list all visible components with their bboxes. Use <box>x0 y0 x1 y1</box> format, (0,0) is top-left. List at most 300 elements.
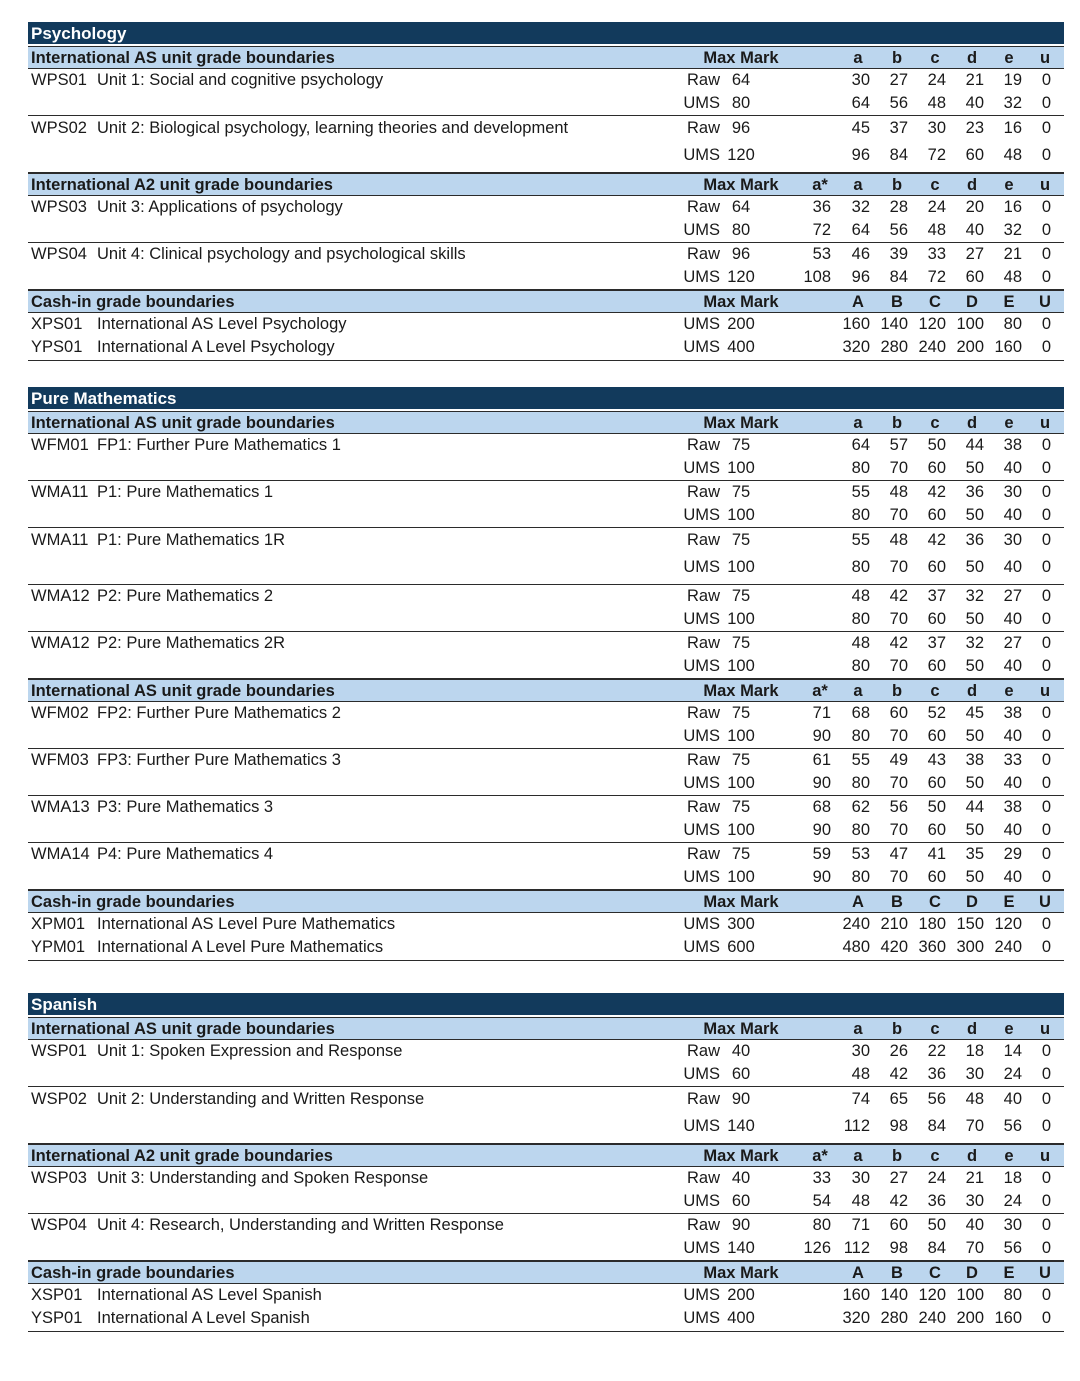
grade-boundary-value: 42 <box>927 483 946 501</box>
grade-boundary-value: 320 <box>842 338 870 356</box>
grade-boundary-value: 0 <box>1041 610 1051 628</box>
unit-code: WMA11 <box>31 483 89 501</box>
max-mark-value: 60 <box>731 1065 751 1083</box>
max-mark-value: 64 <box>731 71 751 89</box>
grade-column-header: D <box>966 293 978 311</box>
grade-boundary-value: 50 <box>965 657 984 675</box>
grade-boundary-value: 33 <box>812 1169 831 1187</box>
ums-row <box>28 556 1064 578</box>
grade-boundary-value: 70 <box>889 459 908 477</box>
grade-boundary-value: 98 <box>889 1239 908 1257</box>
grade-boundary-value: 90 <box>812 868 831 886</box>
grade-boundary-value: 0 <box>1041 798 1051 816</box>
grade-boundary-value: 70 <box>965 1117 984 1135</box>
grade-boundary-value: 56 <box>927 1090 946 1108</box>
grade-boundary-value: 80 <box>851 727 870 745</box>
unit-title: P2: Pure Mathematics 2 <box>97 587 274 605</box>
unit-title: Unit 3: Understanding and Spoken Response <box>97 1169 429 1187</box>
grade-boundary-value: 38 <box>1003 798 1022 816</box>
grade-column-header: B <box>891 293 903 311</box>
grade-boundary-value: 160 <box>994 338 1022 356</box>
grade-column-header: e <box>1004 682 1014 700</box>
grade-boundary-value: 80 <box>851 868 870 886</box>
grade-boundary-value: 37 <box>927 634 946 652</box>
cashin-row <box>28 913 1064 935</box>
grade-column-header: c <box>930 1147 940 1165</box>
grade-column-header: a <box>853 414 863 432</box>
grade-column-header: a <box>853 49 863 67</box>
grade-column-header: E <box>1003 293 1015 311</box>
cashin-row <box>28 313 1064 335</box>
grade-boundary-value: 44 <box>965 436 984 454</box>
grade-column-header: u <box>1039 682 1051 700</box>
grade-boundary-value: 16 <box>1003 119 1022 137</box>
unit-title: Unit 1: Spoken Expression and Response <box>97 1042 403 1060</box>
qualification-code: YPM01 <box>31 938 86 956</box>
grade-boundary-value: 120 <box>918 315 946 333</box>
max-mark-value: 200 <box>727 1286 755 1304</box>
grade-boundary-value: 30 <box>1003 531 1022 549</box>
group-header <box>28 890 1064 913</box>
grade-boundary-value: 0 <box>1041 94 1051 112</box>
raw-row <box>28 1214 1064 1236</box>
grade-boundary-value: 0 <box>1041 774 1051 792</box>
grade-column-header: b <box>891 49 903 67</box>
group-heading: International AS unit grade boundaries <box>31 682 335 700</box>
mark-type: UMS <box>683 915 720 933</box>
grade-boundary-value: 0 <box>1041 119 1051 137</box>
grade-boundary-value: 48 <box>1003 268 1022 286</box>
ums-row <box>28 819 1064 841</box>
grade-boundary-value: 40 <box>1003 459 1022 477</box>
grade-boundary-value: 80 <box>851 821 870 839</box>
ums-row <box>28 725 1064 747</box>
grade-boundary-value: 42 <box>889 587 908 605</box>
grade-boundary-value: 56 <box>1003 1117 1022 1135</box>
grade-boundary-value: 55 <box>851 483 870 501</box>
grade-boundary-value: 64 <box>851 221 870 239</box>
grade-boundary-value: 0 <box>1041 558 1051 576</box>
grade-boundary-value: 14 <box>1003 1042 1022 1060</box>
mark-type: UMS <box>683 1286 720 1304</box>
mark-type: Raw <box>686 483 720 501</box>
grade-boundary-value: 36 <box>965 483 984 501</box>
group-heading: International A2 unit grade boundaries <box>31 1147 333 1165</box>
grade-boundary-value: 150 <box>956 915 984 933</box>
qualification-title: International AS Level Psychology <box>97 315 347 333</box>
unit-block <box>28 1087 1064 1144</box>
unit-title: P1: Pure Mathematics 1 <box>97 483 274 501</box>
grade-boundary-value: 23 <box>965 119 984 137</box>
mark-type: Raw <box>686 704 720 722</box>
unit-code: WFM02 <box>31 704 89 722</box>
group-header <box>28 290 1064 313</box>
qualification-title: International A Level Pure Mathematics <box>97 938 384 956</box>
grade-column-header: C <box>929 293 941 311</box>
grade-column-header: b <box>891 1147 903 1165</box>
max-mark-value: 75 <box>731 634 751 652</box>
grade-boundary-value: 140 <box>880 1286 908 1304</box>
grade-boundary-value: 0 <box>1041 1065 1051 1083</box>
grade-boundary-value: 180 <box>918 915 946 933</box>
grade-column-header: A <box>852 1264 864 1282</box>
grade-boundary-value: 70 <box>889 774 908 792</box>
grade-column-header: e <box>1004 414 1014 432</box>
grade-column-header: e <box>1004 176 1014 194</box>
grade-column-header: c <box>930 414 940 432</box>
grade-boundary-value: 40 <box>1003 1090 1022 1108</box>
grade-boundary-value: 29 <box>1003 845 1022 863</box>
grade-boundary-value: 48 <box>851 1192 870 1210</box>
max-mark-value: 140 <box>727 1117 755 1135</box>
grade-column-header: a <box>853 682 863 700</box>
grade-boundary-value: 36 <box>965 531 984 549</box>
grade-boundary-value: 32 <box>1003 221 1022 239</box>
grade-boundary-value: 71 <box>851 1216 870 1234</box>
grade-column-header: A <box>852 293 864 311</box>
cashin-block <box>28 313 1064 361</box>
grade-boundary-value: 44 <box>965 798 984 816</box>
grade-boundary-value: 52 <box>927 704 946 722</box>
grade-boundary-value: 45 <box>851 119 870 137</box>
mark-type: Raw <box>686 634 720 652</box>
grade-boundary-value: 0 <box>1041 821 1051 839</box>
cashin-block <box>28 1284 1064 1332</box>
unit-code: WMA11 <box>31 531 89 549</box>
grade-boundary-value: 40 <box>965 221 984 239</box>
unit-title: Unit 2: Biological psychology, learning theories and development <box>97 119 569 137</box>
raw-row <box>28 632 1064 654</box>
grade-boundary-value: 40 <box>1003 868 1022 886</box>
grade-boundary-value: 80 <box>812 1216 831 1234</box>
mark-type: UMS <box>683 774 720 792</box>
group-header <box>28 173 1064 196</box>
grade-column-header: a <box>853 176 863 194</box>
unit-block <box>28 1214 1064 1261</box>
mark-type: UMS <box>683 315 720 333</box>
grade-boundary-value: 0 <box>1041 1192 1051 1210</box>
max-mark-value: 75 <box>731 483 751 501</box>
unit-title: Unit 4: Research, Understanding and Written Response <box>97 1216 504 1234</box>
mark-type: Raw <box>686 436 720 454</box>
grade-boundary-value: 55 <box>851 751 870 769</box>
grade-boundary-value: 54 <box>812 1192 831 1210</box>
grade-boundary-value: 50 <box>965 868 984 886</box>
subject-section <box>28 22 1064 361</box>
grade-boundary-value: 210 <box>880 915 908 933</box>
max-mark-value: 64 <box>731 198 751 216</box>
max-mark-value: 80 <box>731 221 751 239</box>
subject-section <box>28 387 1064 961</box>
max-mark-header: Max Mark <box>703 1147 779 1165</box>
grade-boundary-value: 0 <box>1041 1169 1051 1187</box>
grade-column-header: e <box>1004 1020 1014 1038</box>
grade-column-header: U <box>1039 893 1051 911</box>
grade-boundary-value: 27 <box>889 71 908 89</box>
grade-column-header: d <box>966 414 978 432</box>
grade-boundary-value: 240 <box>918 338 946 356</box>
grade-boundary-value: 0 <box>1041 198 1051 216</box>
unit-title: FP2: Further Pure Mathematics 2 <box>97 704 341 722</box>
grade-boundary-value: 84 <box>927 1239 946 1257</box>
grade-boundary-value: 48 <box>1003 146 1022 164</box>
group-heading: International AS unit grade boundaries <box>31 49 335 67</box>
grade-boundary-value: 30 <box>1003 483 1022 501</box>
grade-boundary-value: 40 <box>965 94 984 112</box>
max-mark-value: 96 <box>731 245 751 263</box>
grade-boundary-value: 42 <box>889 1065 908 1083</box>
grade-boundary-value: 59 <box>812 845 831 863</box>
grade-boundary-value: 160 <box>842 1286 870 1304</box>
group-heading: International A2 unit grade boundaries <box>31 176 333 194</box>
grade-boundary-value: 70 <box>965 1239 984 1257</box>
grade-boundary-value: 60 <box>927 558 946 576</box>
mark-type: UMS <box>683 1239 720 1257</box>
grade-boundary-value: 16 <box>1003 198 1022 216</box>
subject-title: Pure Mathematics <box>28 387 1064 411</box>
unit-code: WPS04 <box>31 245 87 263</box>
grade-boundary-value: 68 <box>812 798 831 816</box>
grade-column-header: c <box>930 1020 940 1038</box>
grade-boundary-value: 60 <box>927 774 946 792</box>
grade-boundary-value: 41 <box>927 845 946 863</box>
ums-row <box>28 1063 1064 1085</box>
max-mark-value: 100 <box>727 868 755 886</box>
grade-boundary-value: 60 <box>889 704 908 722</box>
raw-row <box>28 69 1064 91</box>
grade-boundary-value: 84 <box>889 146 908 164</box>
qualification-title: International A Level Psychology <box>97 338 335 356</box>
grade-boundary-value: 72 <box>927 146 946 164</box>
ums-row <box>28 772 1064 794</box>
grade-boundary-value: 38 <box>1003 704 1022 722</box>
grade-boundary-value: 90 <box>812 821 831 839</box>
max-mark-header: Max Mark <box>703 49 779 67</box>
grade-boundary-value: 0 <box>1041 634 1051 652</box>
grade-boundary-value: 36 <box>927 1192 946 1210</box>
grade-boundary-value: 39 <box>889 245 908 263</box>
mark-type: Raw <box>686 1169 720 1187</box>
grade-boundary-value: 0 <box>1041 338 1051 356</box>
grade-boundary-value: 280 <box>880 338 908 356</box>
grade-boundary-value: 0 <box>1041 1309 1051 1327</box>
max-mark-value: 400 <box>727 1309 755 1327</box>
grade-boundary-value: 32 <box>965 634 984 652</box>
mark-type: Raw <box>686 198 720 216</box>
unit-block <box>28 749 1064 796</box>
unit-code: WFM03 <box>31 751 89 769</box>
grade-boundary-value: 42 <box>889 634 908 652</box>
ums-row <box>28 866 1064 888</box>
raw-row <box>28 1040 1064 1062</box>
mark-type: UMS <box>683 146 720 164</box>
grade-column-header: d <box>966 682 978 700</box>
ums-row <box>28 608 1064 630</box>
grade-column-header: c <box>930 49 940 67</box>
unit-title: P2: Pure Mathematics 2R <box>97 634 285 652</box>
grade-boundary-value: 43 <box>927 751 946 769</box>
mark-type: Raw <box>686 245 720 263</box>
grade-boundary-value: 40 <box>1003 558 1022 576</box>
unit-title: Unit 1: Social and cognitive psychology <box>97 71 384 89</box>
unit-block <box>28 702 1064 749</box>
unit-block <box>28 196 1064 243</box>
grade-column-header: a <box>853 1147 863 1165</box>
grade-boundary-value: 32 <box>1003 94 1022 112</box>
grade-boundary-value: 96 <box>851 146 870 164</box>
grade-boundary-value: 120 <box>918 1286 946 1304</box>
grade-boundary-value: 84 <box>889 268 908 286</box>
grade-boundary-value: 48 <box>889 483 908 501</box>
grade-boundary-value: 50 <box>965 727 984 745</box>
ums-row <box>28 1237 1064 1259</box>
grade-boundary-value: 80 <box>851 506 870 524</box>
grade-boundary-value: 30 <box>965 1192 984 1210</box>
cashin-row <box>28 936 1064 958</box>
grade-boundary-value: 40 <box>1003 774 1022 792</box>
grade-boundary-value: 126 <box>803 1239 831 1257</box>
grade-boundary-value: 200 <box>956 338 984 356</box>
max-mark-header: Max Mark <box>703 1264 779 1282</box>
grade-boundary-value: 160 <box>994 1309 1022 1327</box>
ums-row <box>28 1115 1064 1137</box>
grade-boundary-value: 24 <box>1003 1065 1022 1083</box>
grade-boundary-value: 280 <box>880 1309 908 1327</box>
group-heading: Cash-in grade boundaries <box>31 893 235 911</box>
grade-column-header: u <box>1039 49 1051 67</box>
grade-boundary-value: 48 <box>851 634 870 652</box>
grade-column-header: U <box>1039 1264 1051 1282</box>
group-header <box>28 1261 1064 1284</box>
grade-boundary-value: 46 <box>851 245 870 263</box>
unit-block <box>28 481 1064 528</box>
max-mark-value: 120 <box>727 146 755 164</box>
max-mark-value: 300 <box>727 915 755 933</box>
unit-block <box>28 632 1064 679</box>
grade-boundary-value: 100 <box>956 1286 984 1304</box>
max-mark-value: 90 <box>731 1090 751 1108</box>
grade-boundary-value: 0 <box>1041 221 1051 239</box>
unit-block <box>28 69 1064 116</box>
grade-boundary-value: 18 <box>965 1042 984 1060</box>
grade-boundary-value: 0 <box>1041 146 1051 164</box>
grade-boundary-value: 53 <box>812 245 831 263</box>
grade-boundary-value: 0 <box>1041 506 1051 524</box>
grade-boundary-value: 0 <box>1041 1042 1051 1060</box>
grade-boundary-value: 40 <box>1003 610 1022 628</box>
grade-boundary-value: 48 <box>927 221 946 239</box>
grade-boundary-value: 0 <box>1041 1117 1051 1135</box>
grade-boundary-value: 0 <box>1041 587 1051 605</box>
qualification-title: International A Level Spanish <box>97 1309 310 1327</box>
group-header <box>28 1144 1064 1167</box>
mark-type: UMS <box>683 1117 720 1135</box>
grade-boundary-value: 300 <box>956 938 984 956</box>
grade-boundary-value: 24 <box>1003 1192 1022 1210</box>
grade-boundary-value: 60 <box>889 1216 908 1234</box>
grade-boundary-value: 57 <box>889 436 908 454</box>
mark-type: UMS <box>683 727 720 745</box>
max-mark-value: 100 <box>727 610 755 628</box>
grade-boundary-value: 40 <box>1003 506 1022 524</box>
unit-code: WMA14 <box>31 845 90 863</box>
max-mark-header: Max Mark <box>703 682 779 700</box>
grade-boundary-value: 0 <box>1041 436 1051 454</box>
ums-row <box>28 504 1064 526</box>
grade-boundary-value: 0 <box>1041 868 1051 886</box>
mark-type: UMS <box>683 94 720 112</box>
max-mark-value: 100 <box>727 821 755 839</box>
grade-boundary-value: 45 <box>965 704 984 722</box>
max-mark-value: 75 <box>731 798 751 816</box>
mark-type: Raw <box>686 71 720 89</box>
mark-type: UMS <box>683 558 720 576</box>
max-mark-header: Max Mark <box>703 293 779 311</box>
max-mark-value: 100 <box>727 459 755 477</box>
grade-boundary-value: 56 <box>889 94 908 112</box>
grade-boundary-value: 60 <box>927 821 946 839</box>
unit-code: WPS03 <box>31 198 87 216</box>
raw-row <box>28 1167 1064 1189</box>
grade-boundary-value: 40 <box>1003 657 1022 675</box>
grade-column-header: a* <box>812 1147 828 1165</box>
grade-boundary-value: 240 <box>842 915 870 933</box>
grade-boundary-value: 48 <box>851 1065 870 1083</box>
grade-column-header: e <box>1004 1147 1014 1165</box>
grade-boundary-value: 90 <box>812 774 831 792</box>
cashin-row <box>28 336 1064 358</box>
max-mark-header: Max Mark <box>703 176 779 194</box>
grade-boundary-value: 0 <box>1041 938 1051 956</box>
grade-boundary-value: 60 <box>965 146 984 164</box>
qualification-code: XSP01 <box>31 1286 83 1304</box>
raw-row <box>28 796 1064 818</box>
grade-column-header: d <box>966 1147 978 1165</box>
grade-column-header: u <box>1039 1147 1051 1165</box>
grade-boundary-value: 0 <box>1041 1286 1051 1304</box>
grade-boundary-value: 50 <box>965 821 984 839</box>
unit-title: FP3: Further Pure Mathematics 3 <box>97 751 341 769</box>
grade-boundary-value: 70 <box>889 727 908 745</box>
subject-title: Psychology <box>28 22 1064 46</box>
unit-block <box>28 1167 1064 1214</box>
grade-boundary-value: 50 <box>927 1216 946 1234</box>
group-header <box>28 411 1064 434</box>
unit-title: P4: Pure Mathematics 4 <box>97 845 274 863</box>
unit-code: WSP01 <box>31 1042 87 1060</box>
grade-boundary-value: 140 <box>880 315 908 333</box>
grade-boundary-value: 30 <box>851 71 870 89</box>
unit-code: WSP02 <box>31 1090 87 1108</box>
max-mark-header: Max Mark <box>703 893 779 911</box>
grade-boundary-value: 30 <box>927 119 946 137</box>
grade-boundary-value: 108 <box>803 268 831 286</box>
ums-row <box>28 92 1064 114</box>
unit-title: Unit 2: Understanding and Written Response <box>97 1090 425 1108</box>
qualification-code: XPS01 <box>31 315 83 333</box>
subject-section <box>28 993 1064 1332</box>
grade-boundary-value: 60 <box>927 506 946 524</box>
ums-row <box>28 266 1064 288</box>
grade-boundary-value: 38 <box>965 751 984 769</box>
grade-column-header: b <box>891 1020 903 1038</box>
grade-column-header: d <box>966 1020 978 1038</box>
unit-code: WPS01 <box>31 71 87 89</box>
grade-boundary-value: 96 <box>851 268 870 286</box>
grade-boundary-value: 27 <box>1003 587 1022 605</box>
grade-boundary-value: 33 <box>927 245 946 263</box>
grade-boundary-value: 53 <box>851 845 870 863</box>
